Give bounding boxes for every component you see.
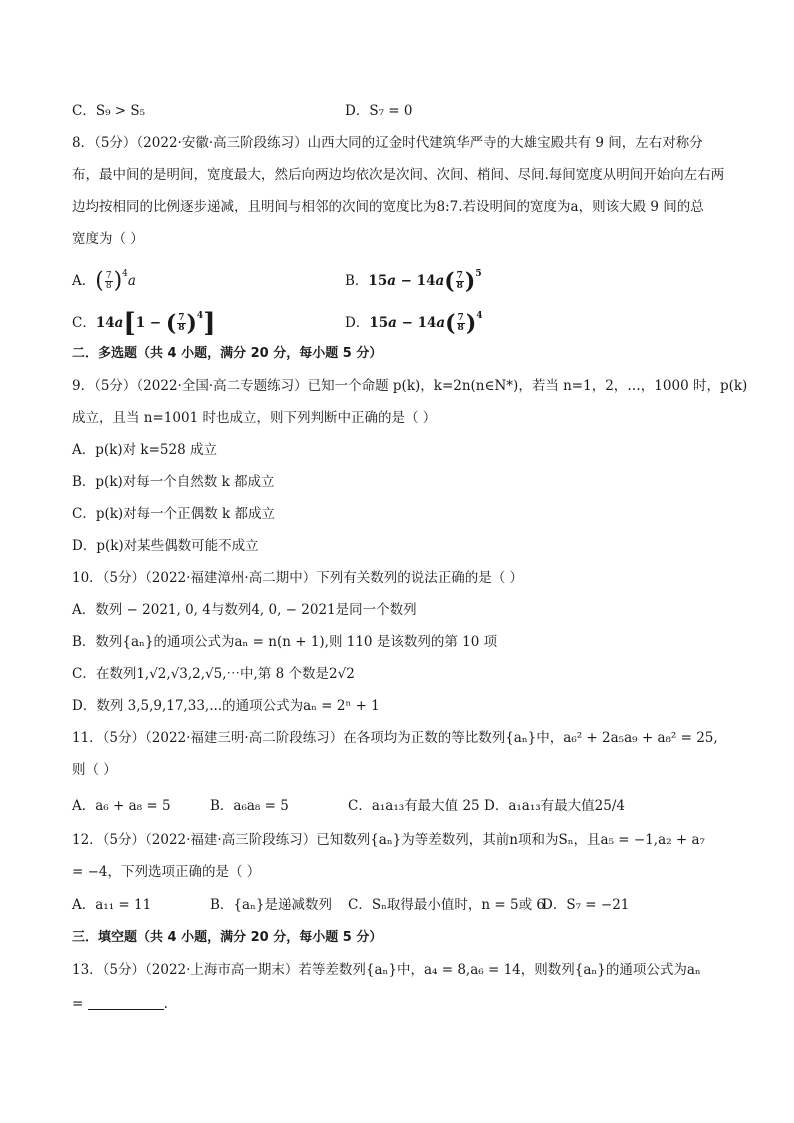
q10-option-d[interactable]: D．数列 3,5,9,17,33,...的通项公式为aₙ = 2ⁿ + 1 <box>72 698 380 714</box>
q12-option-d[interactable]: D．S₇ = −21 <box>542 897 630 913</box>
q12-options-row <box>72 895 630 915</box>
q11-option-c[interactable]: C．a₁a₁₃有最大值 25 <box>348 798 480 814</box>
q7-options-row <box>72 101 413 121</box>
q8-options-row-2 <box>72 306 483 339</box>
q13-stem-line-1: 13．（5分）（2022·上海市高一期末）若等差数列{aₙ}中，a₄ = 8,a₆ = 14，则数列{aₙ}的通项公式为aₙ <box>72 962 701 978</box>
q11-options-row <box>72 796 625 816</box>
q9-option-b[interactable]: B．p(k)对每一个自然数 k 都成立 <box>72 474 275 490</box>
q8-stem-line-4: 宽度为（ ） <box>72 231 144 247</box>
q11-stem-line-2: 则（ ） <box>72 762 117 778</box>
q9-stem-line-1: 9．（5分）（2022·全国·高二专题练习）已知一个命题 p(k)，k=2n(n∈N*)，若当 n=1，2，…，1000 时，p(k) <box>72 378 748 394</box>
q8-option-c[interactable]: C．14a[1 − ( $\frac{7}{8}$ )$^4$] <box>72 308 216 339</box>
q7-option-d[interactable]: D．S₇ = 0 <box>345 103 413 119</box>
q8-option-d[interactable]: D．15a − 14a( $\frac{7}{8}$ )$^4$ <box>345 310 483 337</box>
q10-stem-line-1: 10．（5分）（2022·福建漳州·高二期中）下列有关数列的说法正确的是（ ） <box>72 570 523 586</box>
section-3-heading: 三．填空题（共 4 小题，满分 20 分，每小题 5 分） <box>72 930 383 945</box>
q13-stem-line-2: = . <box>72 996 168 1012</box>
q8-stem-line-2: 布，最中间的是明间，宽度最大，然后向两边均依次是次间、次间、梢间、尽间.每间宽度从明间开始向左右两 <box>72 167 725 183</box>
q8-option-b[interactable]: B．15a − 14a( $\frac{7}{8}$ )$^5$ <box>345 268 482 295</box>
q10-option-a[interactable]: A．数列 − 2021, 0, 4与数列4, 0, − 2021是同一个数列 <box>72 602 417 618</box>
q11-stem-line-1: 11．（5分）（2022·福建三明·高二阶段练习）在各项均为正数的等比数列{aₙ}中，a₆² + 2a₅a₉ + a₈² = 25, <box>72 730 718 746</box>
q9-option-c[interactable]: C．p(k)对每一个正偶数 k 都成立 <box>72 506 275 522</box>
q12-stem-line-1: 12．（5分）（2022·福建·高三阶段练习）已知数列{aₙ}为等差数列，其前n项和为Sₙ，且a₅ = −1,a₂ + a₇ <box>72 832 705 848</box>
q11-option-d[interactable]: D．a₁a₁₃有最大值25/4 <box>484 798 625 814</box>
q13-answer-blank[interactable] <box>88 995 164 1010</box>
q11-option-a[interactable]: A．a₆ + a₈ = 5 <box>72 798 171 814</box>
q8-option-a[interactable]: A．( $\frac{7}{8}$ )$^4$a <box>72 268 136 294</box>
q7-option-c[interactable]: C．S₉ > S₅ <box>72 103 146 119</box>
q12-stem-line-2: = −4，下列选项正确的是（ ） <box>72 864 261 880</box>
q8-options-row-1 <box>72 264 482 295</box>
q9-stem-line-2: 成立，且当 n=1001 时也成立，则下列判断中正确的是（ ） <box>72 410 437 426</box>
q10-option-b[interactable]: B．数列{aₙ}的通项公式为aₙ = n(n + 1),则 110 是该数列的第 10 项 <box>72 634 498 650</box>
q8-stem-line-1: 8．（5分）（2022·安徽·高三阶段练习）山西大同的辽金时代建筑华严寺的大雄宝殿共有 9 间，左右对称分 <box>72 135 703 151</box>
q12-option-c[interactable]: C．Sₙ取得最小值时，n = 5或 6 <box>348 897 545 913</box>
q8-stem-line-3: 边均按相同的比例逐步递减，且明间与相邻的次间的宽度比为8:7.若设明间的宽度为a，则该大殿 9 间的总 <box>72 199 704 215</box>
q12-option-a[interactable]: A．a₁₁ = 11 <box>72 897 152 913</box>
q12-option-b[interactable]: B．{aₙ}是递减数列 <box>210 897 332 913</box>
q11-option-b[interactable]: B．a₆a₈ = 5 <box>210 798 289 814</box>
q10-option-c[interactable]: C．在数列1,√2,√3,2,√5,⋯中,第 8 个数是2√2 <box>72 666 355 682</box>
q9-option-a[interactable]: A．p(k)对 k=528 成立 <box>72 442 217 458</box>
section-2-heading: 二．多选题（共 4 小题，满分 20 分，每小题 5 分） <box>72 346 383 361</box>
q9-option-d[interactable]: D．p(k)对某些偶数可能不成立 <box>72 538 259 554</box>
